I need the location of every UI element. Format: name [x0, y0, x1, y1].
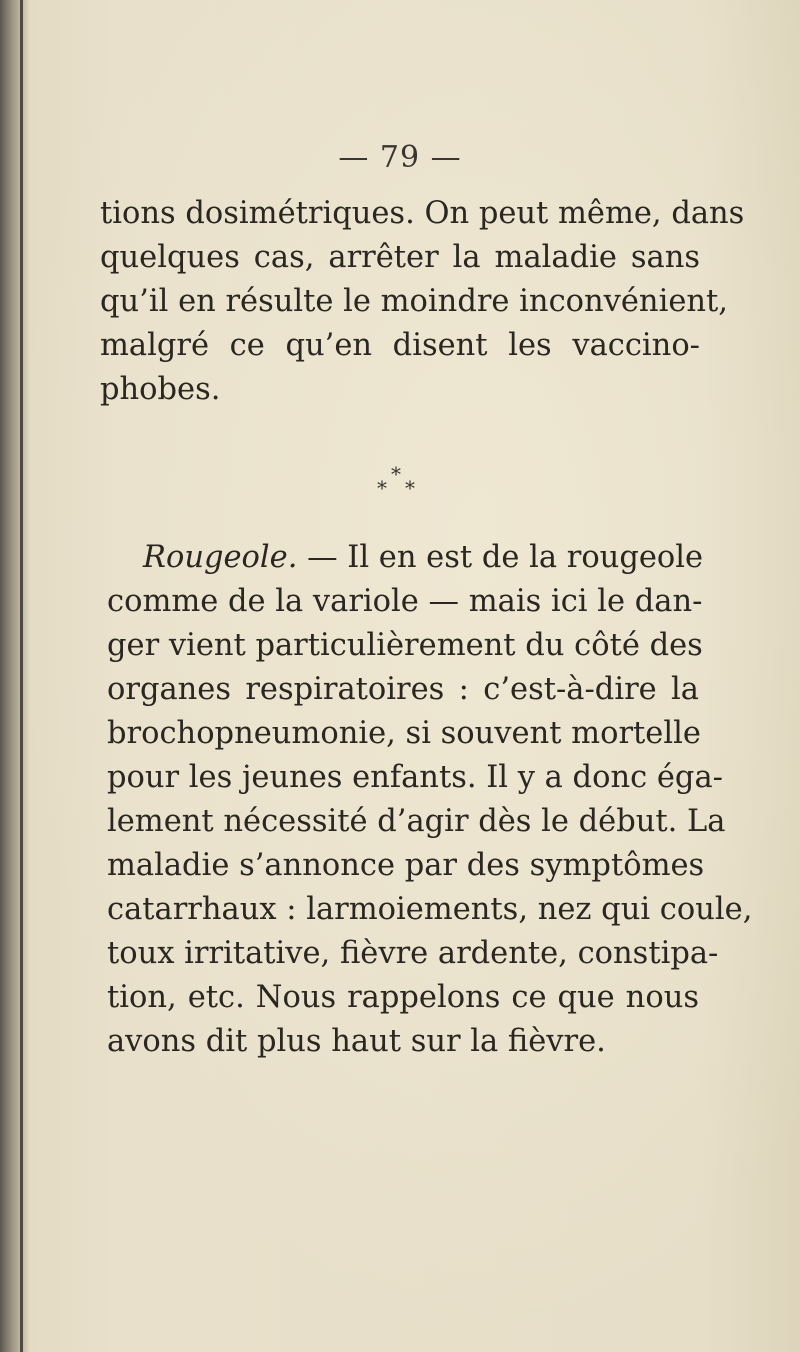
- paragraph-rougeole: [107, 536, 753, 1064]
- asterism-star: *: [377, 476, 387, 500]
- text-line-first: [107, 536, 704, 580]
- text-line: toux irritative, fièvre ardente, constipa-: [107, 936, 719, 971]
- text-line: malgré ce qu’en disent les vaccino-: [100, 328, 700, 363]
- text-line: comme de la variole — mais ici le dan-: [107, 584, 703, 619]
- text-line-first-rest: — Il en est de la rougeole: [297, 540, 704, 575]
- page-binding-shadow: [0, 0, 30, 1352]
- runin-heading: Rougeole.: [143, 540, 298, 575]
- text-line: brochopneumonie, si souvent mortelle: [107, 716, 701, 751]
- text-line: catarrhaux : larmoiements, nez qui coule,: [107, 892, 753, 927]
- asterism-star: *: [405, 476, 415, 500]
- text-line: lement nécessité d’agir dès le début. La: [107, 804, 726, 839]
- binding-edge-line: [20, 0, 23, 1352]
- text-line: quelques cas, arrêter la maladie sans: [100, 240, 700, 275]
- text-line: avons dit plus haut sur la fièvre.: [107, 1024, 606, 1059]
- paragraph-continuation: [100, 192, 745, 412]
- text-line: ger vient particulièrement du côté des: [107, 628, 703, 663]
- asterism-divider: [365, 462, 435, 502]
- asterism-star: *: [391, 462, 401, 486]
- text-line: tion, etc. Nous rappelons ce que nous: [107, 980, 699, 1015]
- text-line: maladie s’annonce par des symptômes: [107, 848, 705, 883]
- text-line: organes respiratoires : c’est-à-dire la: [107, 672, 699, 707]
- text-line: phobes.: [100, 372, 221, 407]
- page-number: — 79 —: [338, 140, 462, 175]
- text-line: qu’il en résulte le moindre inconvénient,: [100, 284, 728, 319]
- text-line: tions dosimétriques. On peut même, dans: [100, 196, 745, 231]
- text-line: pour les jeunes enfants. Il y a donc éga-: [107, 760, 723, 795]
